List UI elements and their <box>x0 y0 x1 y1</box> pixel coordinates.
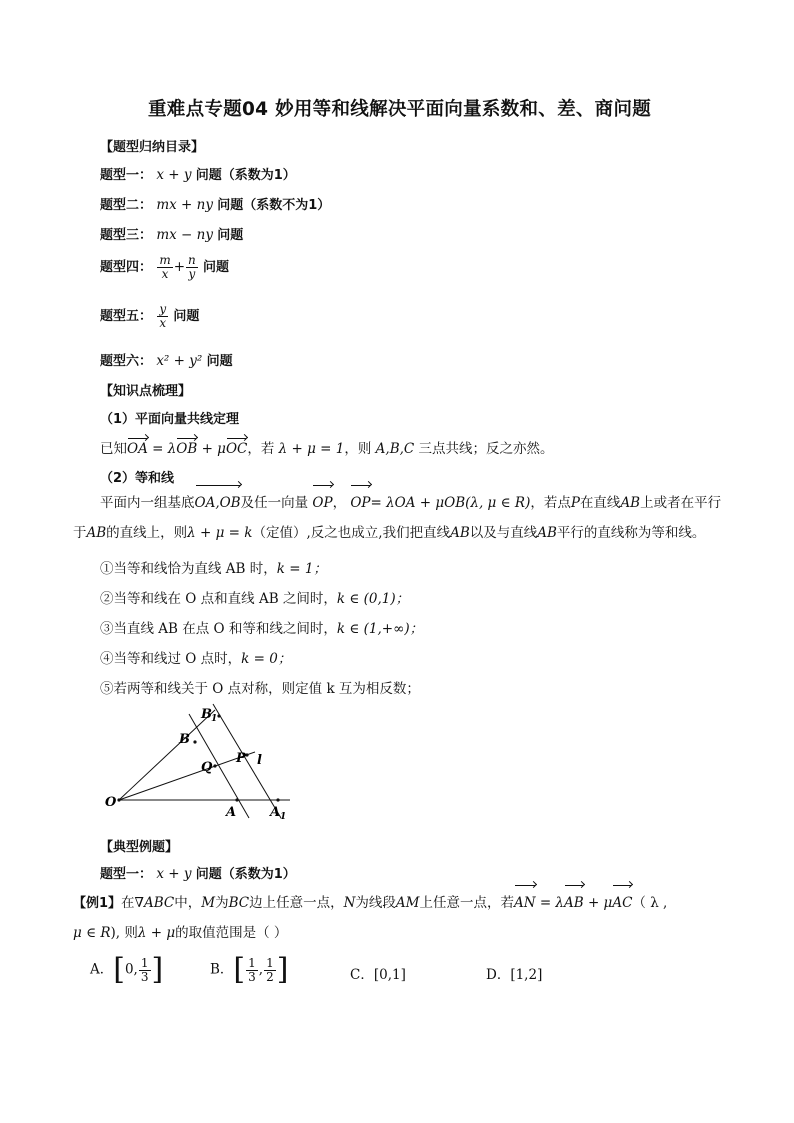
type-math: mx − ny <box>156 227 213 243</box>
type-math: x + y <box>156 167 192 183</box>
label-a1-sub: 1 <box>280 812 287 822</box>
left-bracket: [ <box>113 952 125 987</box>
option-d[interactable]: D．[1,2] <box>486 967 543 983</box>
type-suffix: 问题（系数为1） <box>195 168 296 183</box>
line-ab <box>189 714 249 818</box>
type-math: x² + y² <box>156 353 203 369</box>
subheading-collinear: （1）平面向量共线定理 <box>100 412 240 427</box>
point-a1 <box>276 798 279 801</box>
type-label: 题型三： <box>100 228 153 243</box>
type-6 <box>100 350 233 369</box>
vector-an: AN <box>514 888 536 918</box>
rule-item-5: ⑤若两等和线关于 O 点对称，则定值 k 互为相反数； <box>100 681 420 697</box>
rule-item-4: ④当等和线过 O 点时，k = 0； <box>100 651 292 667</box>
paragraph-line-1: 平面内一组基底OA,OB及任一向量 OP， OP= λOA + μOB(λ, μ ∈ R)，若点P在直线AB上或者在平行 <box>100 488 721 518</box>
line-l <box>213 704 281 818</box>
type-label: 题型五： <box>100 309 153 324</box>
example-1-line-2: μ ∈ R), 则λ + μ的取值范围是（ ） <box>73 925 288 941</box>
vector-op: OP <box>312 488 332 518</box>
point-o <box>117 798 120 801</box>
label-b1: B <box>201 707 212 722</box>
rule-item-3: ③当直线 AB 在点 O 和等和线之间时，k ∈ (1,+∞)； <box>100 621 424 637</box>
right-bracket: ] <box>276 952 289 987</box>
type-5 <box>100 303 199 330</box>
vector-oc: OC <box>225 441 248 457</box>
line-ob1 <box>119 710 218 800</box>
type-label: 题型四： <box>100 260 153 275</box>
type-math: mx + ny <box>156 197 213 213</box>
label-a1: A <box>270 805 281 820</box>
type-label: 题型二： <box>100 198 153 213</box>
examples-header: 【典型例题】 <box>100 840 179 855</box>
type-suffix: 问题 <box>203 260 230 275</box>
equal-sum-line-figure <box>95 700 325 825</box>
point-b <box>193 740 196 743</box>
rule-item-2: ②当等和线在 O 点和直线 AB 之间时，k ∈ (0,1)； <box>100 591 410 607</box>
fraction: $\frac{m}{x}$ <box>159 253 171 281</box>
point-b1 <box>217 714 220 717</box>
type-4 <box>100 254 229 281</box>
catalog-header: 【题型归纳目录】 <box>100 140 205 155</box>
rule-item-1: ①当等和线恰为直线 AB 时，k = 1； <box>100 561 327 577</box>
fraction: $\frac{n}{y}$ <box>188 253 196 281</box>
label-q: Q <box>201 760 213 775</box>
label-b1-sub: 1 <box>211 714 218 724</box>
vector-op: OP <box>350 488 370 518</box>
point-p <box>245 753 248 756</box>
vector-ab: AB <box>564 888 584 918</box>
type-3 <box>100 224 243 243</box>
type-2 <box>100 194 330 213</box>
comma: , <box>258 961 264 978</box>
fraction: $\frac{1}{3}$ <box>140 955 149 984</box>
fraction: $\frac{1}{3}$ <box>248 955 256 984</box>
label-l: l <box>257 753 262 768</box>
plus-sign: + <box>173 259 186 275</box>
knowledge-header: 【知识点梳理】 <box>100 384 192 399</box>
fraction: $\frac{y}{x}$ <box>159 302 167 330</box>
label-o: O <box>105 795 117 810</box>
fraction: $\frac{1}{2}$ <box>266 955 274 984</box>
example-1-line-1: 【例1】在∇ABC中，M为BC边上任意一点，N为线段AM上任意一点，若AN = λAB + μAC（ λ , <box>73 888 667 919</box>
page-title: 重难点专题04 妙用等和线解决平面向量系数和、差、商问题 <box>148 99 652 120</box>
option-c[interactable]: C．[0,1] <box>350 967 406 983</box>
right-bracket: ] <box>151 952 164 987</box>
label-p: P <box>236 751 246 766</box>
vector-ob: OB <box>176 441 198 457</box>
label-b: B <box>179 732 190 747</box>
example-type-1: 题型一： x + y 问题（系数为1） <box>100 866 296 882</box>
point-q <box>213 764 216 767</box>
label-a: A <box>226 805 237 820</box>
type-label: 题型六： <box>100 354 153 369</box>
type-suffix: 问题（系数不为1） <box>217 198 331 213</box>
option-b[interactable]: B．[ $\frac{1}{3}$ , $\frac{1}{2}$ ] <box>210 952 289 987</box>
option-a[interactable]: A．[0, $\frac{1}{3}$ ] <box>90 952 164 987</box>
collinear-theorem: 已知OA = λOB + μOC，若 λ + μ = 1，则 A,B,C 三点共线；反之亦然。 <box>100 441 554 457</box>
vector-ac: AC <box>612 888 632 918</box>
type-label: 题型一： <box>100 168 153 183</box>
left-bracket: [ <box>233 952 246 987</box>
type-1 <box>100 164 296 183</box>
example-tag: 【例1】 <box>73 896 122 911</box>
point-a <box>235 798 238 801</box>
subheading-equal-sum-line: （2）等和线 <box>100 471 175 486</box>
vector-oa: OA <box>127 441 148 457</box>
paragraph-line-2: 于AB的直线上，则λ + μ = k（定值）,反之也成立,我们把直线AB以及与直线AB平行的直线称为等和线。 <box>73 525 706 541</box>
type-suffix: 问题 <box>173 309 200 324</box>
type-suffix: 问题 <box>206 354 233 369</box>
vector-oa-ob: OA,OB <box>195 488 241 518</box>
type-suffix: 问题 <box>217 228 244 243</box>
